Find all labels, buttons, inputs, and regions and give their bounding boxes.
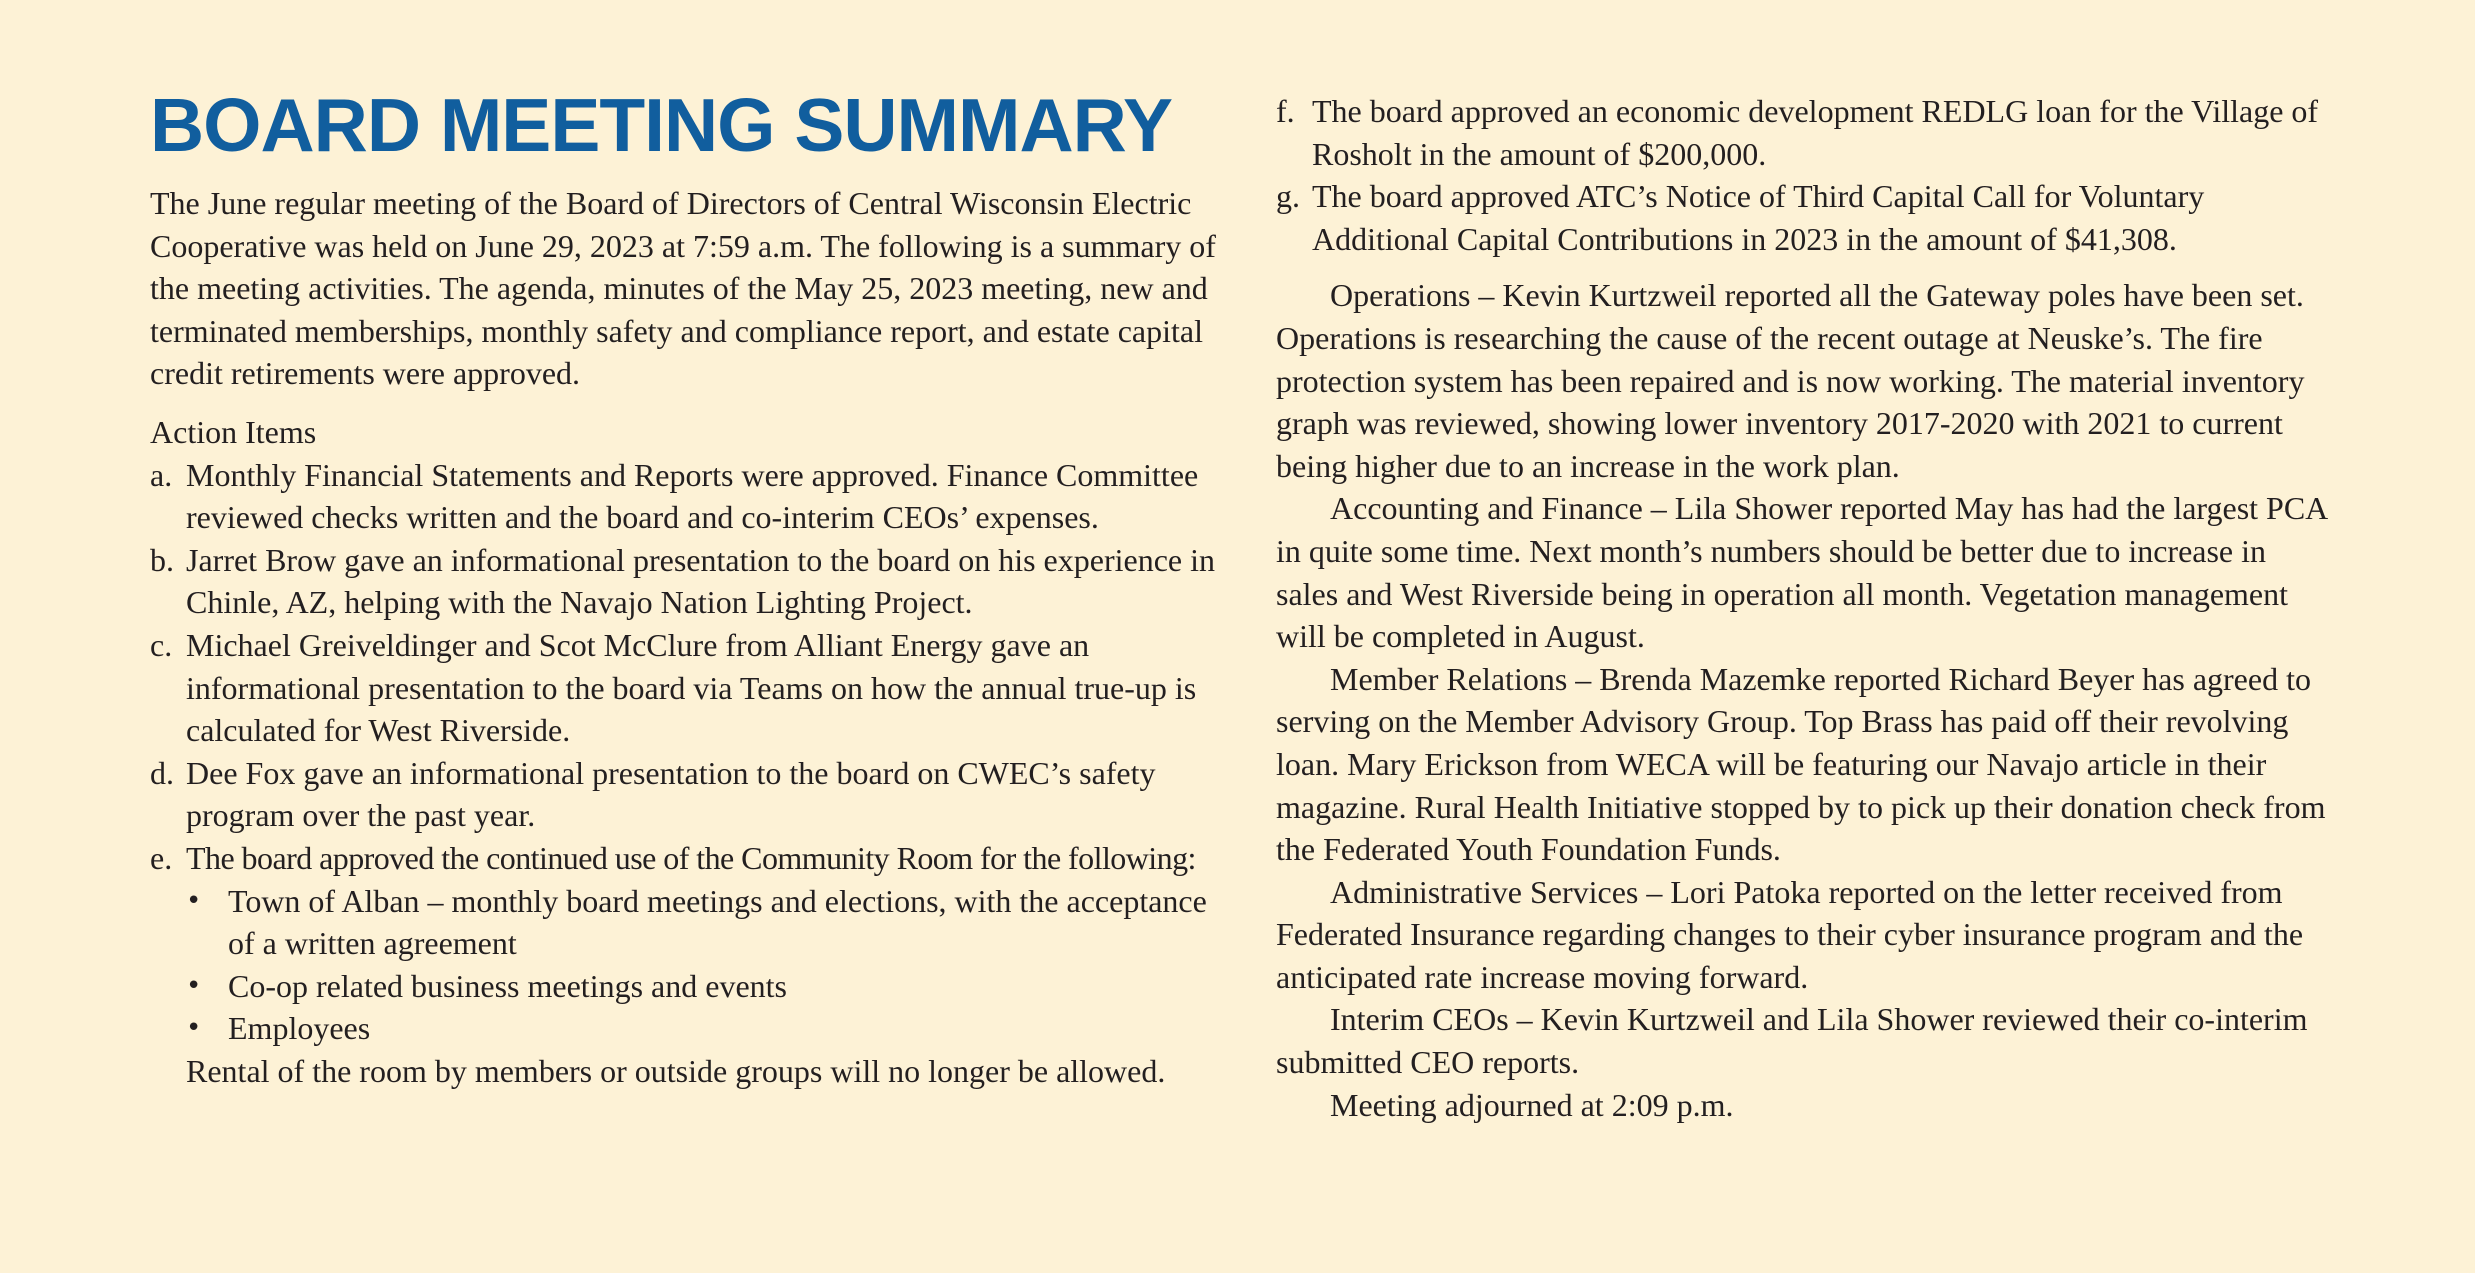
action-item [1276,90,2336,175]
action-item-text: Jarret Brow gave an informational presentation to the board on his experience in Chinle, AZ, helping with the Navajo Nation Lighting Project. [186,541,1215,621]
action-item-text: Monthly Financial Statements and Reports were approved. Finance Committee reviewed checks written and the board and co-interim CEOs’ expenses. [186,456,1199,536]
bullet-text: Town of Alban – monthly board meetings and elections, with the acceptance of a written agreement [228,882,1207,962]
list-marker: g. [1276,178,1300,215]
rental-note: Rental of the room by members or outside groups will no longer be allowed. [186,1052,1166,1089]
action-item [150,454,1220,539]
action-item-text: The board approved the continued use of the Community Room for the following: [186,839,1196,876]
left-column [150,82,1220,1092]
page-title: BOARD MEETING SUMMARY [150,83,1173,167]
bullet-text: Co-op related business meetings and events [228,967,787,1004]
action-item-text: Dee Fox gave an informational presentation to the board on CWEC’s safety program over the past year. [186,754,1156,834]
list-marker: c. [150,626,173,663]
list-marker: a. [150,456,173,493]
action-items-heading: Action Items [150,413,317,450]
accounting-finance-report: Accounting and Finance – Lila Shower reported May has had the largest PCA in quite some time. Next month’s numbers should be better due to increase in sales and West Riverside being in operation all month. Vegetation management will be completed in August. [1276,490,2327,655]
action-item-text: The board approved an economic development REDLG loan for the Village of Rosholt in the amount of $200,000. [1312,93,2319,172]
bullet-icon: • [186,1013,202,1044]
list-item [186,965,1220,1008]
bullet-icon: • [186,885,202,916]
action-item-text: The board approved ATC’s Notice of Third Capital Call for Voluntary Additional Capital Contributions in 2023 in the amount of $41,308. [1312,178,2205,257]
adjournment-note: Meeting adjourned at 2:09 p.m. [1330,1086,1734,1123]
operations-report: Operations – Kevin Kurtzweil reported all the Gateway poles have been set. Operations is researching the cause of the recent outage at Neuske’s. The fire protection system has been repaired and is now working. The material inventory graph was reviewed, showing lower inventory 2017-2020 with 2021 to current being higher due to an increase in the work plan. [1276,277,2305,484]
action-items-list [150,454,1220,880]
member-relations-report: Member Relations – Brenda Mazemke reported Richard Beyer has agreed to serving on the Member Advisory Group. Top Brass has paid off their revolving loan. Mary Erickson from WECA will be featuring our Navajo article in their magazine. Rural Health Initiative stopped by to pick up their donation check from the Federated Youth Foundation Funds. [1276,660,2326,868]
list-marker: f. [1276,93,1295,129]
action-item [150,752,1220,837]
list-item [186,880,1220,965]
list-marker: e. [150,839,173,876]
bullet-icon: • [186,970,202,1001]
list-marker: b. [150,541,174,578]
list-marker: d. [150,754,174,791]
right-column [1276,90,2336,1126]
intro-paragraph: The June regular meeting of the Board of Directors of Central Wisconsin Electric Cooperative was held on June 29, 2023 at 7:59 a.m. The following is a summary of the meeting activities. The agenda, minutes of the May 25, 2023 meeting, new and terminated memberships, monthly safety and compliance report, and estate capital credit retirements were approved. [150,185,1216,392]
administrative-services-report: Administrative Services – Lori Patoka reported on the letter received from Federated Insurance regarding changes to their cyber insurance program and the anticipated rate increase moving forward. [1276,873,2304,995]
action-item [150,624,1220,752]
action-item [1276,175,2336,260]
list-item [186,1007,1220,1050]
action-item [150,837,1220,880]
interim-ceos-report: Interim CEOs – Kevin Kurtzweil and Lila Shower reviewed their co-interim submitted CEO reports. [1276,1001,2308,1081]
community-room-uses [150,880,1220,1050]
bullet-text: Employees [228,1010,371,1047]
action-item-text: Michael Greiveldinger and Scot McClure from Alliant Energy gave an informational presentation to the board via Teams on how the annual true-up is calculated for West Riverside. [186,626,1197,749]
action-item [150,539,1220,624]
action-items-list-continued [1276,90,2336,260]
